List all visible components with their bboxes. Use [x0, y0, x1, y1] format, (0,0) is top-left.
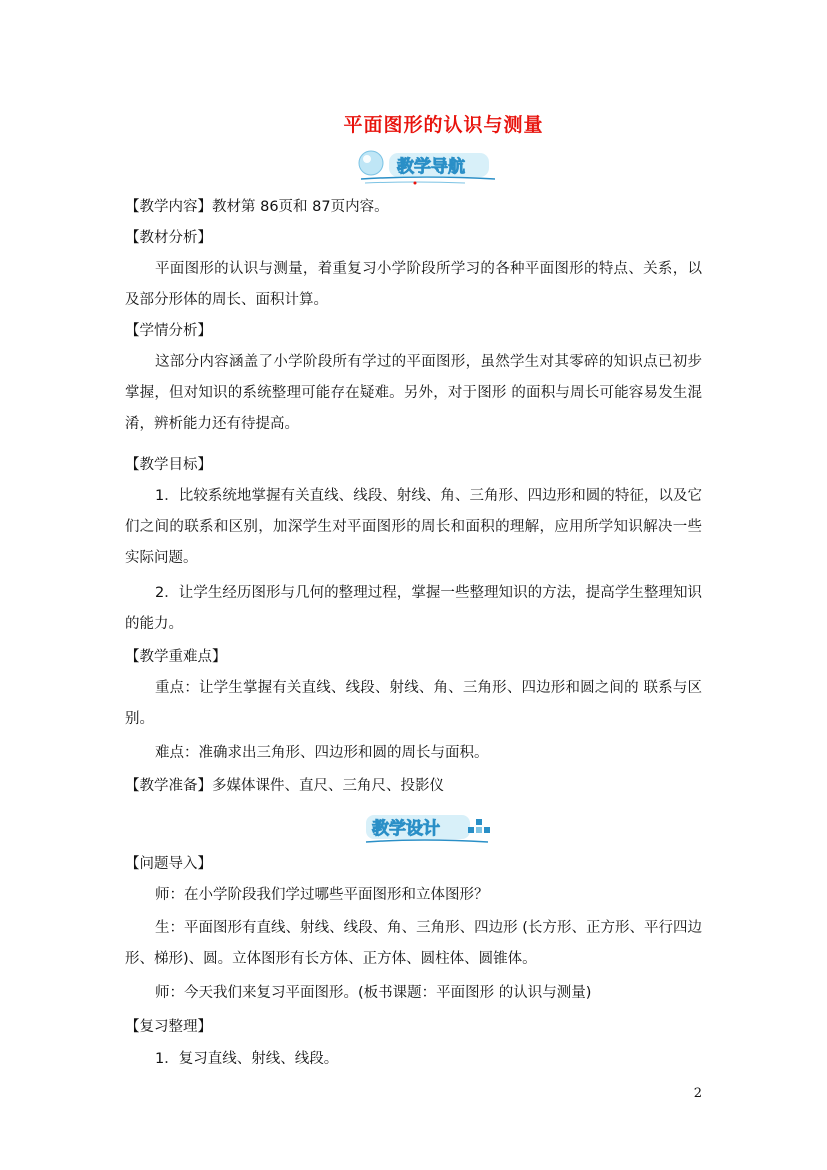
teacher-topic: 师：今天我们来复习平面图形。(板书课题：平面图形 的认识与测量): [155, 985, 592, 1001]
goal-2: 2．让学生经历图形与几何的整理过程，掌握一些整理知识的方法，提高学生整理知识的能力。: [125, 585, 702, 632]
page-number: 2: [693, 1086, 702, 1101]
analysis-text: 平面图形的认识与测量，着重复习小学阶段所学习的各种平面图形的特点、关系，以及部分形体的周长、面积计算。: [125, 261, 702, 308]
teaching-content: 【教学内容】教材第 86页和 87页内容。: [125, 199, 389, 215]
difficult-point: 难点：准确求出三角形、四边形和圆的周长与面积。: [155, 745, 489, 761]
goal-1: 1．比较系统地掌握有关直线、线段、射线、角、三角形、四边形和圆的特征，以及它们之间的联系和区别，加深学生对平面图形的周长和面积的理解，应用所学知识解决一些实际问题。: [125, 488, 702, 566]
banner-decoration-2: [362, 809, 502, 849]
key-point: 重点：让学生掌握有关直线、线段、射线、角、三角形、四边形和圆之间的 联系与区别。: [125, 680, 702, 727]
banner-design-text: 教学设计: [372, 819, 440, 839]
banner-guide-text: 教学导航: [397, 157, 465, 177]
analysis-heading: 【教材分析】: [125, 230, 212, 246]
student-answer: 生：平面图形有直线、射线、线段、角、三角形、四边形 (长方形、正方形、平行四边形、梯形)、圆。立体图形有长方体、正方体、圆柱体、圆锥体。: [125, 920, 702, 967]
intro-heading: 【问题导入】: [125, 856, 212, 872]
learner-heading: 【学情分析】: [125, 323, 212, 339]
design-banner: [362, 809, 502, 849]
review-item-1: 1．复习直线、射线、线段。: [155, 1051, 339, 1067]
review-heading: 【复习整理】: [125, 1019, 212, 1035]
key-heading: 【教学重难点】: [125, 649, 227, 665]
banner-decoration: [355, 145, 505, 189]
learner-text: 这部分内容涵盖了小学阶段所有学过的平面图形，虽然学生对其零碎的知识点已初步掌握，但对知识的系统整理可能存在疑难。另外，对于图形 的面积与周长可能容易发生混淆，辨析能力还有待提高。: [125, 354, 702, 432]
page-title: 平面图形的认识与测量: [343, 114, 544, 136]
prep: 【教学准备】多媒体课件、直尺、三角尺、投影仪: [125, 778, 444, 794]
guide-banner: [355, 145, 505, 189]
teacher-question: 师：在小学阶段我们学过哪些平面图形和立体图形？: [155, 887, 489, 903]
goals-heading: 【教学目标】: [125, 457, 212, 473]
